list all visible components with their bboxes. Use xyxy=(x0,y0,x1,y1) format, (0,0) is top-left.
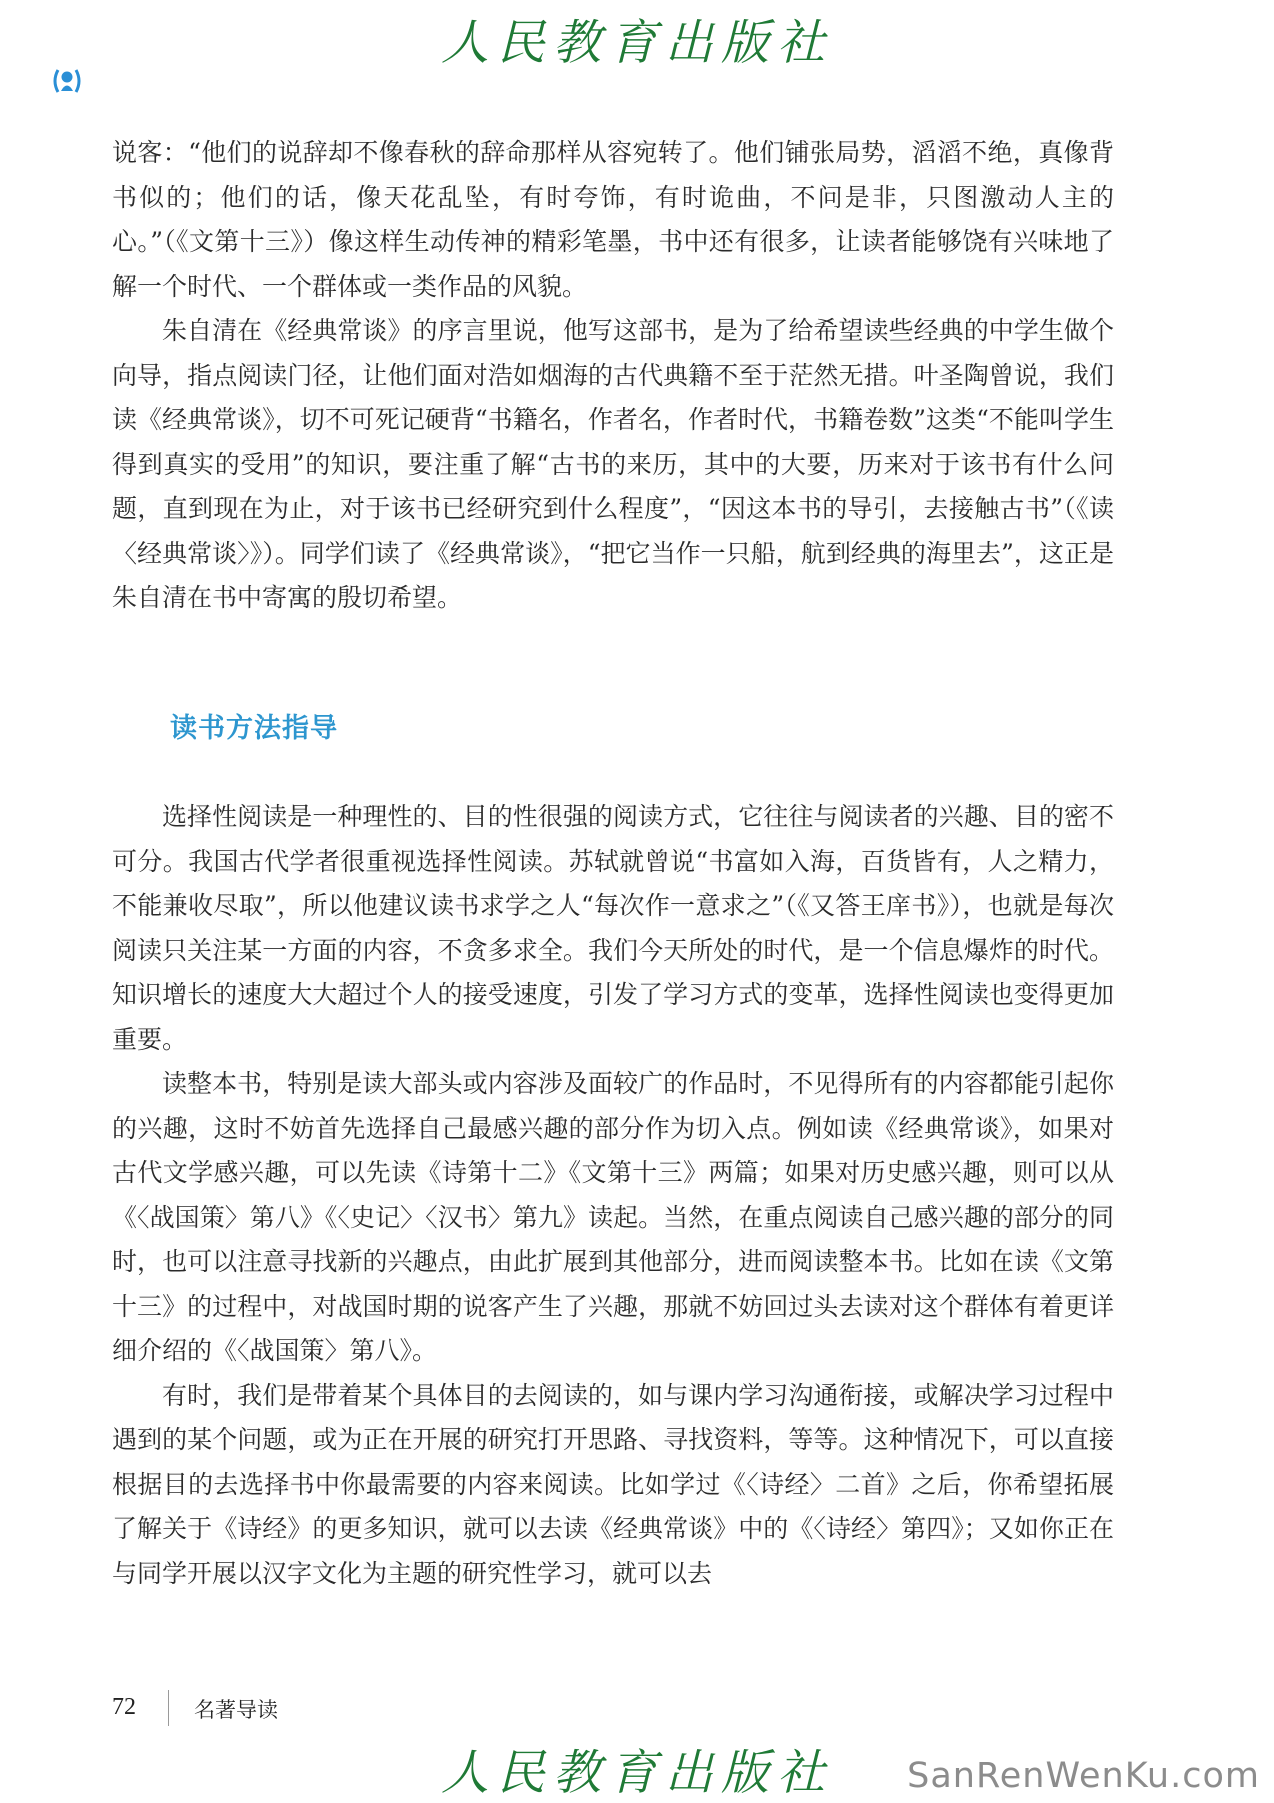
paragraph: 读整本书，特别是读大部头或内容涉及面较广的作品时，不见得所有的内容都能引起你的兴趣，这时不妨首先选择自己最感兴趣的部分作为切入点。例如读《经典常谈》，如果对古代文学感兴趣，可以先读《诗第十二》《文第十三》两篇；如果对历史感兴趣，则可以从《〈战国策〉第八》《〈史记〉〈汉书〉第九》读起。当然，在重点阅读自己感兴趣的部分的同时，也可以注意寻找新的兴趣点，由此扩展到其他部分，进而阅读整本书。比如在读《文第十三》的过程中，对战国时期的说客产生了兴趣，那就不妨回过头去读对这个群体有着更详细介绍的《〈战国策〉第八》。 xyxy=(112,1069,1114,1365)
page-number: 72 xyxy=(112,1694,136,1720)
paragraph: 选择性阅读是一种理性的、目的性很强的阅读方式，它往往与阅读者的兴趣、目的密不可分。我国古代学者很重视选择性阅读。苏轼就曾说“书富如入海，百货皆有，人之精力，不能兼收尽取”，所以他建议读书求学之人“每次作一意求之”（《又答王庠书》），也就是每次阅读只关注某一方面的内容，不贪多求全。我们今天所处的时代，是一个信息爆炸的时代。知识增长的速度大大超过个人的接受速度，引发了学习方式的变革，选择性阅读也变得更加重要。 xyxy=(112,802,1114,1054)
publisher-header: 人民教育出版社 xyxy=(440,15,833,71)
paragraph-continuation: 说客：“他们的说辞却不像春秋的辞命那样从容宛转了。他们铺张局势，滔滔不绝，真像背书似的；他们的话，像天花乱坠，有时夸饰，有时诡曲，不问是非，只图激动人主的心。”（《文第十三》）像这样生动传神的精彩笔墨，书中还有很多，让读者能够饶有兴味地了解一个时代、一个群体或一类作品的风貌。 xyxy=(112,138,1114,301)
watermark: SanRenWenKu.com xyxy=(907,1756,1260,1796)
paragraph: 有时，我们是带着某个具体目的去阅读的，如与课内学习沟通衔接，或解决学习过程中遇到的某个问题，或为正在开展的研究打开思路、寻找资料，等等。这种情况下，可以直接根据目的去选择书中你最需要的内容来阅读。比如学过《〈诗经〉二首》之后，你希望拓展了解关于《诗经》的更多知识，就可以去读《经典常谈》中的《〈诗经〉第四》；又如你正在与同学开展以汉字文化为主题的研究性学习，就可以去 xyxy=(112,1380,1114,1588)
book-section-label: 名著导读 xyxy=(194,1698,278,1722)
section-heading: 读书方法指导 xyxy=(170,713,338,744)
pep-logo-icon xyxy=(50,66,84,96)
continued-text-block xyxy=(112,131,1114,621)
paragraph: 朱自清在《经典常谈》的序言里说，他写这部书，是为了给希望读些经典的中学生做个向导，指点阅读门径，让他们面对浩如烟海的古代典籍不至于茫然无措。叶圣陶曾说，我们读《经典常谈》，切不可死记硬背“书籍名，作者名，作者时代，书籍卷数”这类“不能叫学生得到真实的受用”的知识，要注重了解“古书的来历，其中的大要，历来对于该书有什么问题，直到现在为止，对于该书已经研究到什么程度”，“因这本书的导引，去接触古书”（《读〈经典常谈〉》）。同学们读了《经典常谈》，“把它当作一只船，航到经典的海里去”，这正是朱自清在书中寄寓的殷切希望。 xyxy=(112,316,1114,612)
section-text-block xyxy=(112,795,1114,1596)
footer-divider xyxy=(168,1690,169,1726)
publisher-footer: 人民教育出版社 xyxy=(440,1745,833,1801)
